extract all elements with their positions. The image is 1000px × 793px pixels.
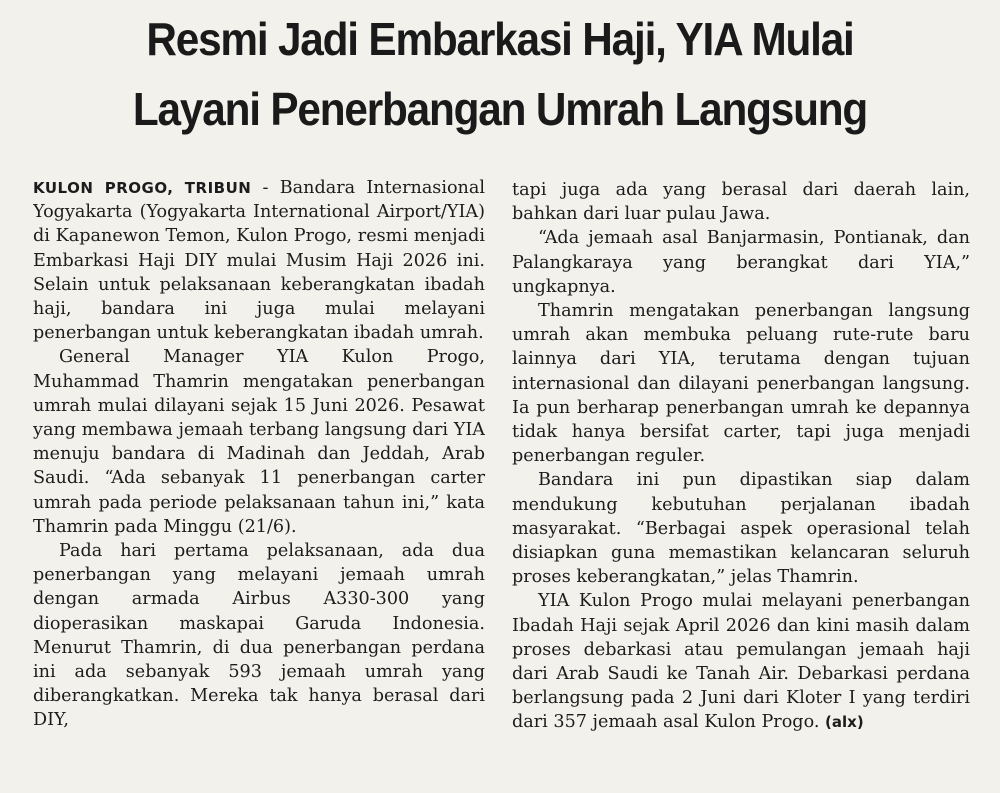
headline-line-2: Layani Penerbangan Umrah Langsung (132, 83, 868, 135)
article-column-left (33, 176, 485, 791)
lead-paragraph (33, 176, 485, 345)
dateline: KULON PROGO, TRIBUN (33, 179, 252, 197)
article-headline (40, 4, 960, 144)
body-paragraph: General Manager YIA Kulon Progo, Muhammad Thamrin mengatakan penerbangan umrah mulai dilayani sejak 15 Juni 2026. Pesawat yang membawa jemaah terbang langsung dari YIA menuju bandara di Madinah dan Jeddah, Arab Saudi. “Ada sebanyak 11 penerbangan carter umrah pada periode pelaksanaan tahun ini,” kata Thamrin pada Minggu (21/6). (33, 347, 485, 537)
article-column-right (512, 178, 970, 793)
closing-paragraph (512, 589, 970, 734)
body-paragraph: Pada hari pertama pelaksanaan, ada dua penerbangan yang melayani jemaah umrah dengan armada Airbus A330-300 yang dioperasikan maskapai Garuda Indonesia. Menurut Thamrin, di dua penerbangan perdana ini ada sebanyak 593 jemaah umrah yang diberangkatkan. Mereka tak hanya berasal dari DIY, (33, 541, 485, 731)
author-initials: (alx) (825, 713, 864, 732)
headline-line-1: Resmi Jadi Embarkasi Haji, YIA Mulai (146, 13, 854, 65)
lead-text: - Bandara Internasional Yogyakarta (Yogyakarta International Airport/YIA) di Kapanewon Temon, Kulon Progo, resmi menjadi Embarkasi Haji DIY mulai Musim Haji 2026 ini. Selain untuk pelaksanaan keberangkatan ibadah haji, bandara ini juga mulai melayani penerbangan untuk keberangkatan ibadah umrah. (33, 178, 485, 344)
body-paragraph: Thamrin mengatakan penerbangan langsung umrah akan membuka peluang rute-rute baru lainnya dari YIA, terutama dengan tujuan internasional dan dilayani penerbangan langsung. Ia pun berharap penerbangan umrah ke depannya tidak hanya bersifat carter, tapi juga menjadi penerbangan reguler. (512, 301, 970, 467)
continued-paragraph: tapi juga ada yang berasal dari daerah lain, bahkan dari luar pulau Jawa. (512, 180, 970, 225)
body-paragraph: Bandara ini pun dipastikan siap dalam mendukung kebutuhan perjalanan ibadah masyarakat. “Berbagai aspek operasional telah disiapkan guna memastikan kelancaran seluruh proses keberangkatan,” jelas Thamrin. (512, 470, 970, 588)
closing-text: YIA Kulon Progo mulai melayani penerbangan Ibadah Haji sejak April 2026 dan kini masih dalam proses debarkasi atau pemulangan jemaah haji dari Arab Saudi ke Tanah Air. Debarkasi perdana berlangsung pada 2 Juni dari Kloter I yang terdiri dari 357 jemaah asal Kulon Progo. (512, 591, 970, 733)
body-paragraph: “Ada jemaah asal Banjarmasin, Pontianak, dan Palangkaraya yang berangkat dari YIA,” ungkapnya. (512, 228, 970, 297)
